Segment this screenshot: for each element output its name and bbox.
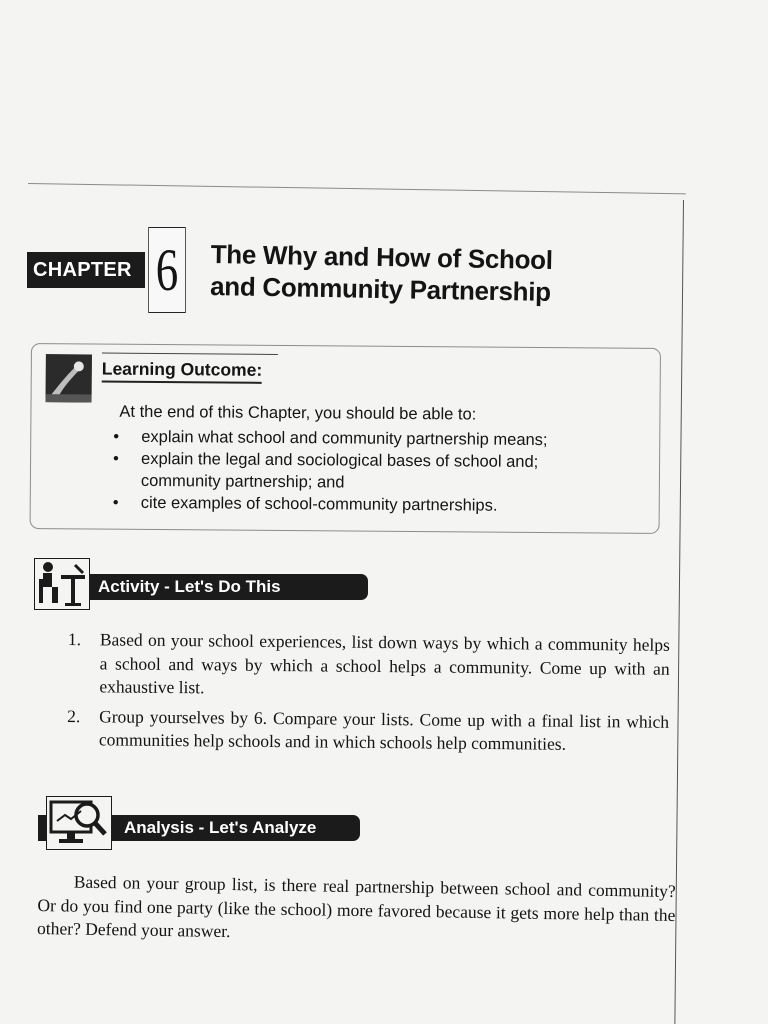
chapter-number: 6	[148, 227, 186, 313]
learning-outcome-intro: At the end of this Chapter, you should be able to:	[119, 402, 477, 424]
monitor-magnifier-icon	[46, 796, 112, 850]
activity-item-number: 1.	[67, 629, 82, 650]
student-desk-icon	[34, 558, 90, 610]
learning-outcome-box	[30, 343, 661, 534]
list-item: • cite examples of school-community partnerships.	[113, 492, 547, 517]
activity-item	[65, 628, 670, 704]
learning-photo-icon	[46, 354, 92, 402]
activity-item-text: Based on your school experiences, list down ways by which a community helps a school and ways by which a school helps a community. Come up with an exhaustive list.	[99, 629, 670, 698]
list-item: • explain the legal and sociological bases of school and;	[113, 448, 547, 473]
activity-list	[65, 628, 670, 763]
activity-item-text: Group yourselves by 6. Compare your lists. Come up with a final list in which communities help schools and in which schools help communities.	[98, 705, 670, 754]
learning-outcome-list	[113, 426, 548, 517]
activity-item-number: 2.	[67, 705, 81, 726]
chapter-title-line-2: and Community Partnership	[209, 270, 552, 307]
list-item-continuation: community partnership; and	[140, 471, 345, 492]
chapter-title	[210, 238, 611, 309]
analysis-paragraph: Based on your group list, is there real partnership between school and community? Or do you find one party (like the school) more favored because it gets more help than the other? Defend your answer.	[36, 871, 676, 942]
analysis-heading: Analysis - Let's Analyze	[38, 815, 360, 841]
chapter-title-line-1: The Why and How of School	[210, 238, 553, 275]
activity-item	[65, 704, 669, 757]
chapter-label: CHAPTER	[27, 252, 145, 288]
activity-heading: Activity - Let's Do This	[38, 574, 368, 600]
outcome-title-rule	[102, 353, 278, 355]
list-item: • explain what school and community partnership means;	[113, 426, 547, 451]
page-right-edge	[674, 200, 684, 1024]
page-top-rule	[28, 183, 686, 194]
learning-outcome-heading: Learning Outcome:	[102, 359, 263, 384]
